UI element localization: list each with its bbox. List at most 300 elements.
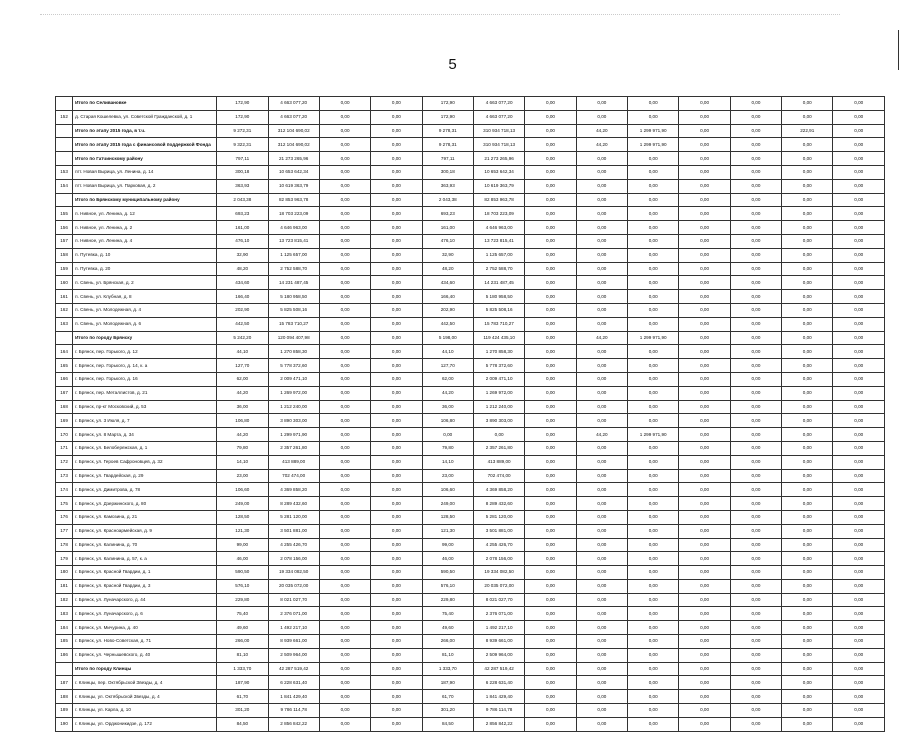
- value-cell: 0,00: [679, 566, 730, 580]
- value-cell: 0,00: [833, 262, 885, 276]
- value-cell: 0,00: [628, 552, 679, 566]
- value-cell: 13 723 815,41: [473, 234, 524, 248]
- value-cell: 0,00: [833, 676, 885, 690]
- value-cell: 0,00: [628, 566, 679, 580]
- value-cell: 99,00: [217, 538, 268, 552]
- value-cell: 0,00: [576, 303, 627, 317]
- value-cell: 0,00: [833, 428, 885, 442]
- table-row: [56, 386, 885, 400]
- value-cell: 797,11: [217, 152, 268, 166]
- value-cell: 0,00: [833, 207, 885, 221]
- value-cell: 0,00: [833, 317, 885, 331]
- address-cell: г. Клинцы, ул. Октябрьской Звезды, д. 4: [73, 690, 217, 704]
- value-cell: 81,10: [217, 648, 268, 662]
- value-cell: 0,00: [679, 607, 730, 621]
- value-cell: 0,00: [525, 717, 576, 731]
- row-number-cell: 164: [56, 345, 73, 359]
- value-cell: 161,00: [217, 221, 268, 235]
- value-cell: 0,00: [525, 579, 576, 593]
- value-cell: 0,00: [525, 179, 576, 193]
- value-cell: 0,00: [473, 428, 524, 442]
- value-cell: 0,00: [628, 152, 679, 166]
- value-cell: 0,00: [319, 262, 370, 276]
- value-cell: 0,00: [319, 193, 370, 207]
- value-cell: 106,80: [422, 414, 473, 428]
- value-cell: 202,90: [217, 303, 268, 317]
- value-cell: 0,00: [782, 331, 833, 345]
- value-cell: 82 853 963,78: [268, 193, 319, 207]
- value-cell: 0,00: [576, 276, 627, 290]
- value-cell: 0,00: [525, 386, 576, 400]
- value-cell: 0,00: [833, 359, 885, 373]
- address-cell: г. Клинцы, ул. Орджоникидзе, д. 172: [73, 717, 217, 731]
- value-cell: 1 269 972,00: [268, 386, 319, 400]
- value-cell: 0,00: [525, 248, 576, 262]
- value-cell: 2 376 071,00: [268, 607, 319, 621]
- value-cell: 0,00: [833, 138, 885, 152]
- row-number-cell: 161: [56, 290, 73, 304]
- value-cell: 0,00: [628, 510, 679, 524]
- value-cell: 5 281 120,00: [473, 510, 524, 524]
- value-cell: 0,00: [319, 248, 370, 262]
- row-number-cell: 180: [56, 566, 73, 580]
- row-number-cell: 182: [56, 593, 73, 607]
- address-cell: г. Брянск, пер. Горького, д. 16: [73, 372, 217, 386]
- value-cell: 8 939 661,00: [268, 635, 319, 649]
- value-cell: 0,00: [576, 359, 627, 373]
- value-cell: 2 856 842,22: [473, 717, 524, 731]
- address-cell: г. Брянск, пер. Горького, д. 14, к. а: [73, 359, 217, 373]
- value-cell: 0,00: [525, 497, 576, 511]
- value-cell: 442,50: [217, 317, 268, 331]
- row-number-cell: [56, 193, 73, 207]
- row-number-cell: 188: [56, 690, 73, 704]
- value-cell: 0,00: [319, 386, 370, 400]
- value-cell: 0,00: [319, 345, 370, 359]
- value-cell: 2 009 471,10: [268, 372, 319, 386]
- value-cell: 20 035 072,00: [473, 579, 524, 593]
- value-cell: 0,00: [679, 359, 730, 373]
- value-cell: 0,00: [371, 331, 422, 345]
- value-cell: 0,00: [525, 290, 576, 304]
- value-cell: 0,00: [730, 110, 781, 124]
- row-number-cell: 184: [56, 621, 73, 635]
- value-cell: 0,00: [525, 276, 576, 290]
- value-cell: 0,00: [576, 676, 627, 690]
- value-cell: 3 890 303,00: [473, 414, 524, 428]
- value-cell: 202,90: [422, 303, 473, 317]
- value-cell: 0,00: [782, 138, 833, 152]
- value-cell: 0,00: [371, 579, 422, 593]
- value-cell: 44,10: [422, 345, 473, 359]
- value-cell: 5 825 508,16: [473, 303, 524, 317]
- value-cell: 0,00: [679, 455, 730, 469]
- value-cell: 0,00: [730, 690, 781, 704]
- value-cell: 0,00: [319, 317, 370, 331]
- address-cell: Итого по Брянскому муниципальному району: [73, 193, 217, 207]
- value-cell: 0,00: [319, 290, 370, 304]
- address-cell: г. Брянск, ул. Чернышевского, д. 40: [73, 648, 217, 662]
- value-cell: 300,18: [422, 165, 473, 179]
- value-cell: 0,00: [628, 662, 679, 676]
- value-cell: 44,20: [576, 428, 627, 442]
- value-cell: 0,00: [833, 648, 885, 662]
- value-cell: 0,00: [782, 566, 833, 580]
- value-cell: 21 273 265,96: [268, 152, 319, 166]
- value-cell: 0,00: [782, 372, 833, 386]
- value-cell: 249,00: [217, 497, 268, 511]
- address-cell: п. Нивное, ул. Ленина, д. 4: [73, 234, 217, 248]
- address-cell: п. Свень, ул. Брянская, д. 2: [73, 276, 217, 290]
- value-cell: 312 104 690,02: [268, 124, 319, 138]
- address-cell: Итого по Гатчинскому району: [73, 152, 217, 166]
- value-cell: 2 509 964,00: [473, 648, 524, 662]
- value-cell: 0,00: [371, 414, 422, 428]
- value-cell: 0,00: [730, 248, 781, 262]
- value-cell: 0,00: [319, 621, 370, 635]
- address-cell: г. Брянск, ул. Белобережская, д. 1: [73, 441, 217, 455]
- value-cell: 0,00: [679, 662, 730, 676]
- value-cell: 0,00: [782, 303, 833, 317]
- value-cell: 0,00: [319, 607, 370, 621]
- value-cell: 0,00: [628, 648, 679, 662]
- table-row: [56, 400, 885, 414]
- value-cell: 1 125 657,00: [268, 248, 319, 262]
- value-cell: 0,00: [576, 483, 627, 497]
- value-cell: 18 703 223,09: [268, 207, 319, 221]
- value-cell: 0,00: [576, 97, 627, 111]
- address-cell: Итого по городу Клинцы: [73, 662, 217, 676]
- value-cell: 15 783 710,27: [473, 317, 524, 331]
- table-row: [56, 704, 885, 718]
- value-cell: 14 231 487,45: [268, 276, 319, 290]
- value-cell: 0,00: [782, 579, 833, 593]
- row-number-cell: 177: [56, 524, 73, 538]
- value-cell: 0,00: [833, 303, 885, 317]
- value-cell: 44,20: [217, 386, 268, 400]
- value-cell: 0,00: [371, 234, 422, 248]
- value-cell: 0,00: [576, 566, 627, 580]
- value-cell: 300,18: [217, 165, 268, 179]
- value-cell: 21 273 265,96: [473, 152, 524, 166]
- value-cell: 0,00: [371, 221, 422, 235]
- row-number-cell: 173: [56, 469, 73, 483]
- value-cell: 0,00: [319, 704, 370, 718]
- value-cell: 0,00: [730, 290, 781, 304]
- value-cell: 119 424 435,10: [473, 331, 524, 345]
- address-cell: г. Брянск, ул. Дзержинского, д. 80: [73, 497, 217, 511]
- value-cell: 0,00: [730, 717, 781, 731]
- value-cell: 301,20: [217, 704, 268, 718]
- value-cell: 0,00: [319, 359, 370, 373]
- value-cell: 0,00: [525, 524, 576, 538]
- value-cell: 5 180 958,50: [268, 290, 319, 304]
- value-cell: 0,00: [525, 152, 576, 166]
- value-cell: 0,00: [628, 579, 679, 593]
- value-cell: 0,00: [576, 579, 627, 593]
- value-cell: 0,00: [576, 717, 627, 731]
- value-cell: 128,50: [422, 510, 473, 524]
- value-cell: 0,00: [628, 248, 679, 262]
- value-cell: 23,00: [422, 469, 473, 483]
- row-number-cell: 172: [56, 455, 73, 469]
- value-cell: 0,00: [371, 97, 422, 111]
- value-cell: 0,00: [679, 124, 730, 138]
- value-cell: 0,00: [525, 303, 576, 317]
- value-cell: 84,50: [422, 717, 473, 731]
- value-cell: 0,00: [319, 635, 370, 649]
- value-cell: 0,00: [833, 372, 885, 386]
- table-row: [56, 579, 885, 593]
- value-cell: 0,00: [782, 207, 833, 221]
- table-row: [56, 331, 885, 345]
- table-row: [56, 138, 885, 152]
- value-cell: 0,00: [782, 497, 833, 511]
- value-cell: 0,00: [371, 538, 422, 552]
- value-cell: 0,00: [576, 607, 627, 621]
- row-number-cell: 178: [56, 538, 73, 552]
- value-cell: 3 890 303,00: [268, 414, 319, 428]
- value-cell: 229,80: [217, 593, 268, 607]
- value-cell: 0,00: [319, 441, 370, 455]
- value-cell: 0,00: [628, 317, 679, 331]
- value-cell: 0,00: [782, 510, 833, 524]
- value-cell: 0,00: [730, 428, 781, 442]
- value-cell: 1 270 858,30: [473, 345, 524, 359]
- value-cell: 0,00: [782, 483, 833, 497]
- value-cell: 0,00: [833, 690, 885, 704]
- value-cell: 0,00: [371, 372, 422, 386]
- value-cell: 0,00: [730, 303, 781, 317]
- value-cell: 49,60: [217, 621, 268, 635]
- value-cell: 0,00: [371, 648, 422, 662]
- value-cell: 32,90: [217, 248, 268, 262]
- value-cell: 0,00: [730, 579, 781, 593]
- value-cell: 0,00: [319, 331, 370, 345]
- value-cell: 0,00: [319, 497, 370, 511]
- value-cell: 0,00: [371, 193, 422, 207]
- value-cell: 10 653 642,34: [268, 165, 319, 179]
- value-cell: 0,00: [730, 510, 781, 524]
- address-cell: г. Брянск, ул. Мичурина, д. 40: [73, 621, 217, 635]
- value-cell: 0,00: [576, 552, 627, 566]
- value-cell: 0,00: [679, 110, 730, 124]
- value-cell: 0,00: [525, 538, 576, 552]
- data-table: [55, 96, 885, 732]
- value-cell: 0,00: [782, 97, 833, 111]
- address-cell: п. Нивное, ул. Ленина, д. 2: [73, 221, 217, 235]
- address-cell: г. Брянск, ул. 8 Марта, д. 34: [73, 428, 217, 442]
- value-cell: 0,00: [371, 676, 422, 690]
- address-cell: Итого по этапу 2015 года, в т.ч.: [73, 124, 217, 138]
- value-cell: 8 021 027,70: [268, 593, 319, 607]
- value-cell: 0,00: [628, 704, 679, 718]
- value-cell: 0,00: [576, 593, 627, 607]
- value-cell: 48,20: [217, 262, 268, 276]
- value-cell: 0,00: [576, 165, 627, 179]
- value-cell: 1 212 240,00: [268, 400, 319, 414]
- value-cell: 10 653 642,34: [473, 165, 524, 179]
- value-cell: 44,20: [422, 386, 473, 400]
- value-cell: 0,00: [525, 110, 576, 124]
- address-cell: пгт. Новая Вырица, ул. Ленина, д. 14: [73, 165, 217, 179]
- table-row: [56, 221, 885, 235]
- value-cell: 0,00: [679, 400, 730, 414]
- value-cell: 0,00: [679, 497, 730, 511]
- address-cell: г. Брянск, ул. Красной Гвардии, д. 3: [73, 579, 217, 593]
- value-cell: 0,00: [628, 276, 679, 290]
- row-number-cell: 157: [56, 234, 73, 248]
- address-cell: п. Свень, ул. Молодежная, д. 6: [73, 317, 217, 331]
- value-cell: 0,00: [371, 276, 422, 290]
- value-cell: 590,50: [217, 566, 268, 580]
- value-cell: 1 299 971,90: [628, 138, 679, 152]
- value-cell: 0,00: [525, 193, 576, 207]
- value-cell: 0,00: [628, 221, 679, 235]
- value-cell: 0,00: [371, 717, 422, 731]
- row-number-cell: 160: [56, 276, 73, 290]
- value-cell: 0,00: [782, 359, 833, 373]
- value-cell: 0,00: [319, 717, 370, 731]
- value-cell: 0,00: [679, 483, 730, 497]
- table-row: [56, 262, 885, 276]
- value-cell: 0,00: [833, 414, 885, 428]
- value-cell: 0,00: [371, 207, 422, 221]
- value-cell: 0,00: [730, 400, 781, 414]
- value-cell: 0,00: [525, 359, 576, 373]
- address-cell: г. Клинцы, пер. Октябрьской Звезды, д. 4: [73, 676, 217, 690]
- value-cell: 249,00: [422, 497, 473, 511]
- value-cell: 62,00: [422, 372, 473, 386]
- value-cell: 49,60: [422, 621, 473, 635]
- address-cell: г. Брянск, пер. Металлистов, д. 21: [73, 386, 217, 400]
- value-cell: 9 272,31: [217, 124, 268, 138]
- value-cell: 0,00: [525, 97, 576, 111]
- value-cell: 5 180 958,50: [473, 290, 524, 304]
- value-cell: 0,00: [782, 414, 833, 428]
- value-cell: 576,10: [422, 579, 473, 593]
- value-cell: 0,00: [833, 566, 885, 580]
- value-cell: 15 783 710,27: [268, 317, 319, 331]
- value-cell: 0,00: [371, 165, 422, 179]
- value-cell: 0,00: [782, 717, 833, 731]
- value-cell: 2 357 261,80: [268, 441, 319, 455]
- value-cell: 0,00: [782, 607, 833, 621]
- value-cell: 0,00: [730, 97, 781, 111]
- value-cell: 0,00: [576, 110, 627, 124]
- table-row: [56, 607, 885, 621]
- table-row: [56, 345, 885, 359]
- value-cell: 0,00: [525, 676, 576, 690]
- value-cell: 0,00: [371, 179, 422, 193]
- value-cell: 36,00: [217, 400, 268, 414]
- value-cell: 0,00: [371, 704, 422, 718]
- value-cell: 0,00: [525, 621, 576, 635]
- value-cell: 172,90: [217, 97, 268, 111]
- address-cell: г. Брянск, ул. Калинина, д. 70: [73, 538, 217, 552]
- value-cell: 434,60: [422, 276, 473, 290]
- value-cell: 0,00: [319, 207, 370, 221]
- row-number-cell: 185: [56, 635, 73, 649]
- value-cell: 14 231 487,45: [473, 276, 524, 290]
- value-cell: 0,00: [371, 635, 422, 649]
- value-cell: 2 009 471,10: [473, 372, 524, 386]
- value-cell: 0,00: [576, 635, 627, 649]
- value-cell: 99,00: [422, 538, 473, 552]
- value-cell: 4 646 963,00: [268, 221, 319, 235]
- table-row: [56, 152, 885, 166]
- value-cell: 0,00: [679, 593, 730, 607]
- value-cell: 0,00: [730, 483, 781, 497]
- value-cell: 0,00: [319, 276, 370, 290]
- value-cell: 0,00: [576, 524, 627, 538]
- value-cell: 0,00: [679, 221, 730, 235]
- value-cell: 0,00: [525, 207, 576, 221]
- value-cell: 0,00: [833, 290, 885, 304]
- value-cell: 0,00: [319, 303, 370, 317]
- value-cell: 0,00: [319, 428, 370, 442]
- address-cell: г. Клинцы, ул. Карла, д. 10: [73, 704, 217, 718]
- value-cell: 0,00: [679, 538, 730, 552]
- value-cell: 0,00: [730, 165, 781, 179]
- value-cell: 0,00: [679, 621, 730, 635]
- value-cell: 0,00: [422, 428, 473, 442]
- value-cell: 0,00: [833, 704, 885, 718]
- value-cell: 0,00: [833, 193, 885, 207]
- value-cell: 6 228 631,40: [473, 676, 524, 690]
- value-cell: 0,00: [576, 662, 627, 676]
- value-cell: 0,00: [833, 538, 885, 552]
- value-cell: 0,00: [525, 662, 576, 676]
- table-row: [56, 428, 885, 442]
- value-cell: 0,00: [319, 110, 370, 124]
- table-body: [56, 97, 885, 732]
- value-cell: 0,00: [782, 400, 833, 414]
- value-cell: 172,90: [422, 110, 473, 124]
- table-row: [56, 662, 885, 676]
- value-cell: 413 889,00: [473, 455, 524, 469]
- value-cell: 0,00: [628, 676, 679, 690]
- value-cell: 0,00: [576, 441, 627, 455]
- value-cell: 79,80: [217, 441, 268, 455]
- value-cell: 0,00: [576, 221, 627, 235]
- value-cell: 5 281 120,00: [268, 510, 319, 524]
- value-cell: 266,00: [217, 635, 268, 649]
- value-cell: 62,00: [217, 372, 268, 386]
- row-number-cell: 159: [56, 262, 73, 276]
- value-cell: 0,00: [679, 510, 730, 524]
- value-cell: 0,00: [525, 635, 576, 649]
- value-cell: 0,00: [628, 262, 679, 276]
- value-cell: 0,00: [833, 524, 885, 538]
- address-cell: п. Свень, ул. Клубная, д. 8: [73, 290, 217, 304]
- value-cell: 0,00: [319, 676, 370, 690]
- value-cell: 0,00: [628, 621, 679, 635]
- value-cell: 128,50: [217, 510, 268, 524]
- value-cell: 0,00: [319, 165, 370, 179]
- address-cell: г. Брянск, ул. 3 Июля, д. 7: [73, 414, 217, 428]
- value-cell: 476,10: [422, 234, 473, 248]
- value-cell: 0,00: [628, 386, 679, 400]
- value-cell: 0,00: [782, 621, 833, 635]
- value-cell: 0,00: [628, 524, 679, 538]
- table-row: [56, 593, 885, 607]
- value-cell: 0,00: [525, 469, 576, 483]
- row-number-cell: 175: [56, 497, 73, 511]
- value-cell: 1 333,70: [422, 662, 473, 676]
- value-cell: 434,60: [217, 276, 268, 290]
- table-row: [56, 538, 885, 552]
